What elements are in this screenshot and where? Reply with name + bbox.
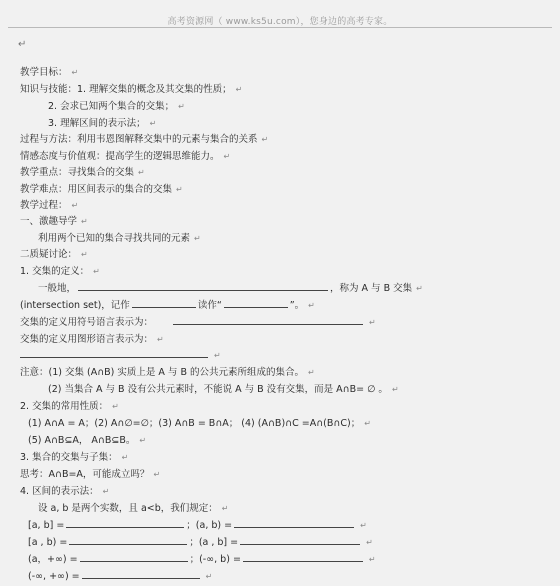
graphic-blank-line: ↵ <box>20 347 221 364</box>
interval-blank-open <box>234 517 354 528</box>
interval-blank-half-open-right <box>69 534 187 545</box>
page-header <box>0 0 560 40</box>
goal-knowledge-2: 2. 会求已知两个集合的交集； ↵ <box>48 101 185 112</box>
section-1-heading: 一、激趣导学 ↵ <box>20 216 88 227</box>
graphic-blank <box>20 347 208 358</box>
interval-row-2: [a , b) = ；(a , b] = ↵ <box>28 534 373 551</box>
header-rule <box>8 27 552 28</box>
interval-row-1: [a, b] = ；(a, b) = ↵ <box>28 517 367 534</box>
interval-row-3: (a，+∞) = ；(-∞, b) = ↵ <box>28 551 376 568</box>
symbolic-blank <box>173 314 363 325</box>
goal-attitude: 情感态度与价值观：提高学生的逻辑思维能力。 ↵ <box>20 151 231 162</box>
paragraph-mark-icon: ↵ <box>18 39 27 50</box>
notation-line: (intersection set)，记作 读作“ ”。 ↵ <box>20 297 315 314</box>
definition-heading: 1. 交集的定义： ↵ <box>20 266 100 277</box>
difficult-point: 教学难点：用区间表示的集合的交集 ↵ <box>20 184 183 195</box>
key-point: 教学重点：寻找集合的交集 ↵ <box>20 167 145 178</box>
properties-line-2: (5) A∩B⊆A， A∩B⊆B。 ↵ <box>28 435 147 446</box>
section-2-heading: 二质疑讨论： ↵ <box>20 249 88 260</box>
interval-blank-half-open-left <box>240 534 360 545</box>
note-1: 注意：(1) 交集 (A∩B) 实质上是 A 与 B 的公共元素所组成的集合。 ↵ <box>20 367 315 378</box>
teaching-goals-heading: 教学目标： ↵ <box>20 67 79 78</box>
interval-heading: 4. 区间的表示法： ↵ <box>20 486 110 497</box>
think-question: 思考：A∩B=A，可能成立吗？ ↵ <box>20 469 161 480</box>
definition-line: 一般地， ，称为 A 与 B 交集 ↵ <box>38 280 423 297</box>
interval-blank-infinity-b <box>243 551 363 562</box>
reading-blank <box>224 297 288 308</box>
section-1-text: 利用两个已知的集合寻找共同的元素 ↵ <box>38 233 201 244</box>
subset-heading: 3. 集合的交集与子集： ↵ <box>20 452 129 463</box>
properties-heading: 2. 交集的常用性质： ↵ <box>20 401 119 412</box>
process-heading: 教学过程： ↵ <box>20 200 79 211</box>
definition-blank <box>78 280 328 291</box>
interval-blank-real-line <box>82 568 200 579</box>
goal-knowledge-3: 3. 理解区间的表示法； ↵ <box>48 118 157 129</box>
note-2: (2) 当集合 A 与 B 没有公共元素时，不能说 A 与 B 没有交集，而是 A∩B= ∅ 。 ↵ <box>48 384 399 395</box>
interval-blank-closed <box>66 517 184 528</box>
interval-blank-a-infinity <box>80 551 188 562</box>
goal-process: 过程与方法：利用韦恩图解释交集中的元素与集合的关系 ↵ <box>20 134 269 145</box>
symbolic-definition-line: 交集的定义用符号语言表示为： ↵ <box>20 314 376 331</box>
graphic-definition-line: 交集的定义用图形语言表示为： ↵ <box>20 334 164 345</box>
header-text: 高考资源网（ www.ks5u.com），您身边的高考专家。 <box>167 17 393 27</box>
properties-line-1: (1) A∩A = A；(2) A∩∅=∅；(3) A∩B = B∩A； (4) (A∩B)∩C =A∩(B∩C)； ↵ <box>28 418 371 429</box>
interval-row-4: (-∞, +∞) = ↵ <box>28 568 212 585</box>
goal-knowledge-1: 知识与技能：1. 理解交集的概念及其交集的性质； ↵ <box>20 84 243 95</box>
notation-blank <box>132 297 196 308</box>
interval-intro: 设 a, b 是两个实数，且 a<b，我们规定： ↵ <box>38 503 229 514</box>
